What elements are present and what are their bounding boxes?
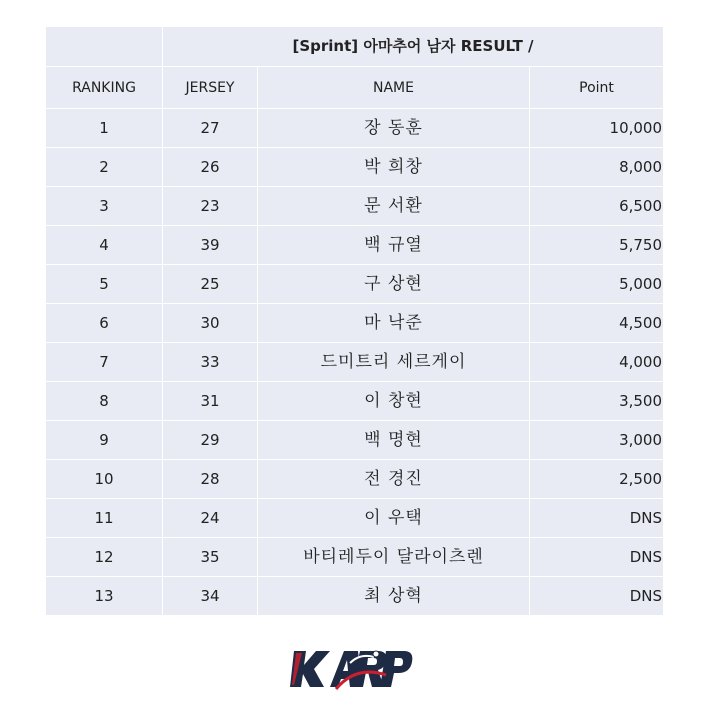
column-header-ranking: RANKING	[46, 67, 163, 109]
results-title: [Sprint] 아마추어 남자 RESULT /	[163, 27, 664, 67]
point-cell: DNS	[530, 538, 664, 577]
point-cell: 6,500	[530, 187, 664, 226]
point-cell: 2,500	[530, 460, 664, 499]
jersey-cell: 27	[163, 109, 258, 148]
point-cell: 4,000	[530, 343, 664, 382]
karp-logo-wordmark	[290, 651, 412, 689]
name-cell: 문 서환	[258, 187, 530, 226]
table-row	[46, 148, 664, 187]
point-cell: 4,500	[530, 304, 664, 343]
ranking-cell: 9	[46, 421, 163, 460]
name-cell: 박 희창	[258, 148, 530, 187]
results-table-body	[46, 27, 664, 616]
ranking-cell: 13	[46, 577, 163, 616]
table-row	[46, 304, 664, 343]
ranking-cell: 12	[46, 538, 163, 577]
point-cell: DNS	[530, 499, 664, 538]
name-cell: 이 우택	[258, 499, 530, 538]
name-cell: 최 상혁	[258, 577, 530, 616]
ranking-cell: 11	[46, 499, 163, 538]
jersey-cell: 30	[163, 304, 258, 343]
ranking-cell: 7	[46, 343, 163, 382]
jersey-cell: 29	[163, 421, 258, 460]
name-cell: 바티레두이 달라이츠렌	[258, 538, 530, 577]
point-cell: 5,750	[530, 226, 664, 265]
title-row	[46, 27, 664, 67]
table-row	[46, 460, 664, 499]
name-cell: 구 상현	[258, 265, 530, 304]
point-cell: 3,000	[530, 421, 664, 460]
table-row	[46, 343, 664, 382]
name-cell: 드미트리 세르게이	[258, 343, 530, 382]
jersey-cell: 23	[163, 187, 258, 226]
jersey-cell: 39	[163, 226, 258, 265]
karp-logo	[290, 645, 416, 693]
jersey-cell: 33	[163, 343, 258, 382]
ranking-cell: 8	[46, 382, 163, 421]
name-cell: 장 동훈	[258, 109, 530, 148]
column-header-jersey: JERSEY	[163, 67, 258, 109]
ranking-cell: 1	[46, 109, 163, 148]
point-cell: DNS	[530, 577, 664, 616]
ranking-cell: 10	[46, 460, 163, 499]
table-row	[46, 109, 664, 148]
point-cell: 10,000	[530, 109, 664, 148]
jersey-cell: 31	[163, 382, 258, 421]
point-cell: 8,000	[530, 148, 664, 187]
column-header-name: NAME	[258, 67, 530, 109]
table-row	[46, 499, 664, 538]
table-row	[46, 265, 664, 304]
ranking-cell: 5	[46, 265, 163, 304]
ranking-cell: 2	[46, 148, 163, 187]
results-table	[45, 26, 664, 616]
table-row	[46, 187, 664, 226]
jersey-cell: 34	[163, 577, 258, 616]
ranking-cell: 3	[46, 187, 163, 226]
header-row	[46, 67, 664, 109]
column-header-point: Point	[530, 67, 664, 109]
ranking-cell: 4	[46, 226, 163, 265]
title-empty-cell	[46, 27, 163, 67]
name-cell: 전 경진	[258, 460, 530, 499]
name-cell: 백 명현	[258, 421, 530, 460]
name-cell: 마 낙준	[258, 304, 530, 343]
table-row	[46, 382, 664, 421]
jersey-cell: 28	[163, 460, 258, 499]
table-row	[46, 577, 664, 616]
table-row	[46, 226, 664, 265]
jersey-cell: 35	[163, 538, 258, 577]
point-cell: 5,000	[530, 265, 664, 304]
ranking-cell: 6	[46, 304, 163, 343]
jersey-cell: 25	[163, 265, 258, 304]
table-row	[46, 538, 664, 577]
name-cell: 백 규열	[258, 226, 530, 265]
jersey-cell: 24	[163, 499, 258, 538]
jersey-cell: 26	[163, 148, 258, 187]
table-row	[46, 421, 664, 460]
name-cell: 이 창현	[258, 382, 530, 421]
point-cell: 3,500	[530, 382, 664, 421]
